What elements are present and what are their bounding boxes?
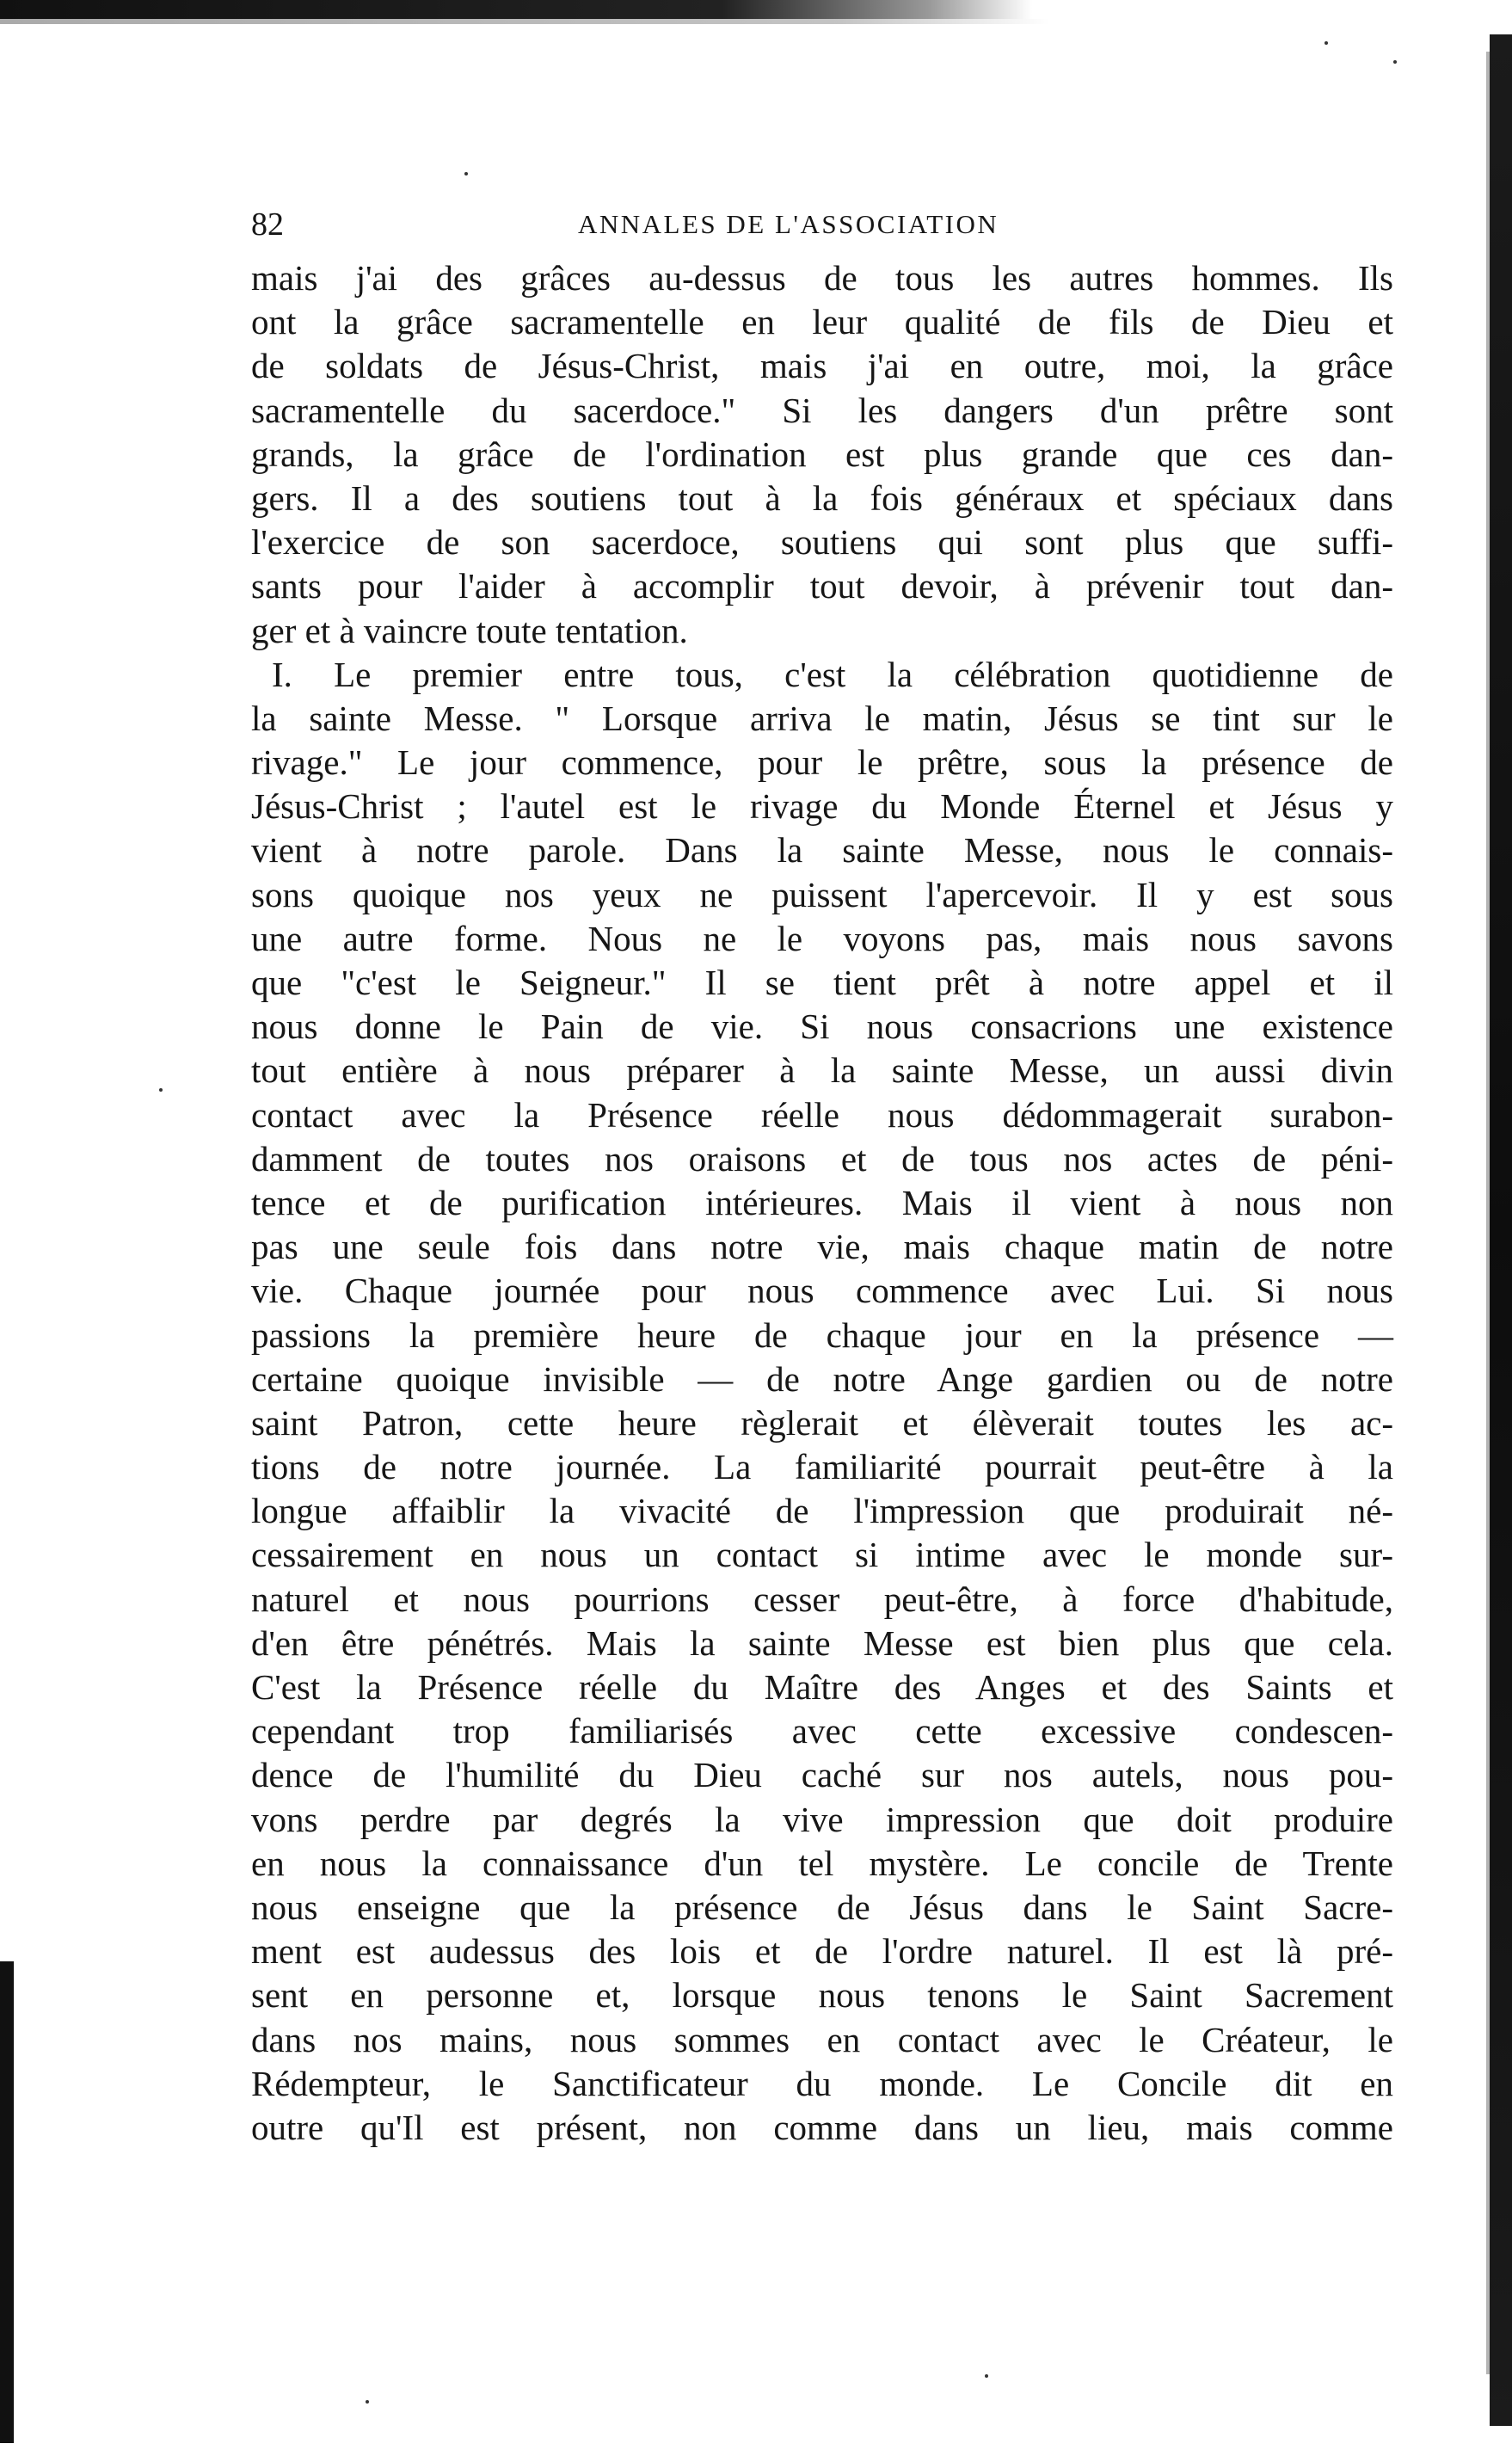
scan-right-border <box>1490 34 1512 2426</box>
scan-speck <box>366 2400 369 2404</box>
scan-top-border <box>0 0 1032 19</box>
text-line: dence de l'humilité du Dieu caché sur nos autels, nous pou- <box>251 1755 1393 1795</box>
text-line: vie. Chaque journée pour nous commence avec Lui. Si nous <box>251 1271 1393 1311</box>
text-line: sacramentelle du sacerdoce." Si les dangers d'un prêtre sont <box>251 390 1393 430</box>
text-line: que "c'est le Seigneur." Il se tient prêt à notre appel et il <box>251 963 1393 1002</box>
scan-top-shadow <box>0 19 1049 24</box>
text-line: la sainte Messe. " Lorsque arriva le matin, Jésus se tint sur le <box>251 698 1393 738</box>
text-line: pas une seule fois dans notre vie, mais chaque matin de notre <box>251 1227 1393 1267</box>
page-number: 82 <box>251 206 284 243</box>
text-line: ment est audessus des lois et de l'ordre naturel. Il est là pré- <box>251 1931 1393 1972</box>
text-line: vons perdre par degrés la vive impression que doit produire <box>251 1799 1393 1839</box>
scan-right-shadow <box>1486 52 1490 2374</box>
text-line: certaine quoique invisible — de notre Ange gardien ou de notre <box>251 1358 1393 1399</box>
text-line: ger et à vaincre toute tentation. <box>251 610 688 650</box>
scan-speck <box>159 1088 163 1092</box>
text-line: I. Le premier entre tous, c'est la célébration quotidienne de <box>272 654 1393 694</box>
text-line: Rédempteur, le Sanctificateur du monde. Le Concile dit en <box>251 2063 1393 2103</box>
text-line: sants pour l'aider à accomplir tout devoir, à prévenir tout dan- <box>251 566 1393 606</box>
running-head: ANNALES DE L'ASSOCIATION <box>578 209 999 239</box>
text-line: gers. Il a des soutiens tout à la fois généraux et spéciaux dans <box>251 477 1393 518</box>
text-line: nous enseigne que la présence de Jésus dans le Saint Sacre- <box>251 1887 1393 1927</box>
text-line: dans nos mains, nous sommes en contact avec le Créateur, le <box>251 2019 1393 2059</box>
text-line: en nous la connaissance d'un tel mystère. Le concile de Trente <box>251 1843 1393 1883</box>
scan-left-border <box>0 1961 14 2443</box>
text-line: longue affaiblir la vivacité de l'impression que produirait né- <box>251 1491 1393 1531</box>
body-text <box>251 256 1393 2150</box>
text-line: d'en être pénétrés. Mais la sainte Messe est bien plus que cela. <box>251 1622 1393 1663</box>
text-line: l'exercice de son sacerdoce, soutiens qui sont plus que suffi- <box>251 522 1393 563</box>
text-line: damment de toutes nos oraisons et de tous nos actes de péni- <box>251 1138 1393 1179</box>
text-line: C'est la Présence réelle du Maître des Anges et des Saints et <box>251 1667 1393 1707</box>
text-line: cependant trop familiarisés avec cette excessive condescen- <box>251 1711 1393 1751</box>
text-line: passions la première heure de chaque jour en la présence — <box>251 1314 1393 1355</box>
text-line: cessairement en nous un contact si intime avec le monde sur- <box>251 1535 1393 1575</box>
scan-speck <box>464 172 468 175</box>
text-line: outre qu'Il est présent, non comme dans un lieu, mais comme <box>251 2107 1393 2147</box>
text-line: mais j'ai des grâces au-dessus de tous les autres hommes. Ils <box>251 258 1393 298</box>
scan-speck <box>1393 60 1397 64</box>
text-line: vient à notre parole. Dans la sainte Messe, nous le connais- <box>251 830 1393 871</box>
text-line: tions de notre journée. La familiarité pourrait peut-être à la <box>251 1447 1393 1487</box>
text-line: une autre forme. Nous ne le voyons pas, mais nous savons <box>251 918 1393 958</box>
page-header <box>251 203 1395 246</box>
text-line: rivage." Le jour commence, pour le prêtre, sous la présence de <box>251 742 1393 783</box>
text-line: tence et de purification intérieures. Mais il vient à nous non <box>251 1182 1393 1222</box>
scan-speck <box>985 2374 988 2378</box>
text-line: contact avec la Présence réelle nous dédommagerait surabon- <box>251 1094 1393 1135</box>
text-line: saint Patron, cette heure règlerait et élèverait toutes les ac- <box>251 1402 1393 1443</box>
text-line: tout entière à nous préparer à la sainte Messe, un aussi divin <box>251 1050 1393 1091</box>
text-line: Jésus-Christ ; l'autel est le rivage du Monde Éternel et Jésus y <box>251 786 1393 827</box>
text-line: sent en personne et, lorsque nous tenons le Saint Sacrement <box>251 1975 1393 2016</box>
text-line: sons quoique nos yeux ne puissent l'apercevoir. Il y est sous <box>251 874 1393 914</box>
text-line: de soldats de Jésus-Christ, mais j'ai en outre, moi, la grâce <box>251 346 1393 386</box>
scan-speck <box>1325 41 1328 45</box>
text-line: naturel et nous pourrions cesser peut-être, à force d'habitude, <box>251 1579 1393 1619</box>
text-line: grands, la grâce de l'ordination est plus grande que ces dan- <box>251 434 1393 474</box>
text-line: nous donne le Pain de vie. Si nous consacrions une existence <box>251 1006 1393 1047</box>
text-line: ont la grâce sacramentelle en leur qualité de fils de Dieu et <box>251 302 1393 342</box>
